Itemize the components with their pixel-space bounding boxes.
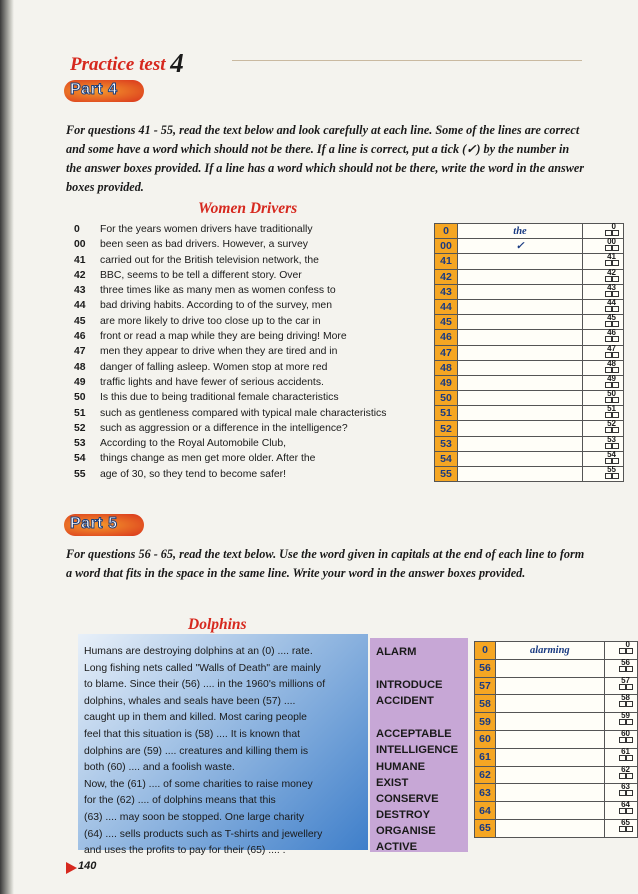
page-arrow-icon — [66, 862, 77, 874]
text-line: dolphins are (59) .... creatures and killing them is — [84, 745, 309, 757]
mark-box-number: 0 — [611, 222, 616, 231]
mark-box — [604, 730, 637, 748]
answer-row — [435, 391, 624, 406]
mark-box-number: 62 — [621, 764, 630, 774]
answer-number: 45 — [435, 315, 458, 330]
mark-box — [583, 360, 624, 375]
mark-box-number: 60 — [621, 728, 630, 738]
page-title-text: Practice test — [70, 54, 166, 75]
answer-row — [435, 360, 624, 375]
answer-box[interactable] — [496, 784, 605, 802]
mark-box-number: 50 — [607, 389, 616, 399]
line-number: 50 — [74, 392, 86, 404]
text-line: both (60) .... and a foolish waste. — [84, 762, 235, 774]
text-line: Humans are destroying dolphins at an (0) .... rate. — [84, 646, 313, 657]
mark-box-icon — [619, 817, 633, 832]
mark-box-number: 65 — [621, 817, 630, 827]
answer-number: 47 — [435, 345, 458, 360]
capital-word: ORGANISE — [376, 825, 436, 837]
mark-box-number: 47 — [607, 343, 616, 353]
mark-box — [604, 677, 637, 695]
answer-number: 41 — [435, 254, 458, 269]
text-line: (64) .... sells products such as T-shirts and jewellery — [84, 828, 323, 840]
mark-box-icon — [619, 657, 633, 672]
line-number: 46 — [74, 331, 86, 343]
capital-word: ACCEPTABLE — [376, 728, 452, 740]
mark-box-icon — [619, 764, 633, 779]
line-text: bad driving habits. According to of the survey, men — [100, 300, 332, 312]
mark-box-icon — [605, 313, 619, 327]
mark-box — [604, 784, 637, 802]
answer-row — [435, 224, 624, 239]
mark-box-number: 59 — [621, 711, 630, 721]
mark-box-icon — [619, 693, 633, 707]
answer-row — [475, 802, 638, 820]
part5-story-title: Dolphins — [188, 616, 247, 633]
line-text: age of 30, so they tend to become safer! — [100, 468, 286, 480]
answer-number: 60 — [475, 730, 496, 748]
mark-box — [583, 254, 624, 269]
answer-number: 54 — [435, 451, 458, 466]
mark-box-icon — [605, 419, 619, 433]
text-line: feel that this situation is (58) .... It is known that — [84, 728, 300, 740]
answer-row — [435, 467, 624, 482]
mark-box-icon — [605, 222, 619, 236]
mark-box-icon — [605, 373, 619, 388]
mark-box — [583, 269, 624, 284]
answer-row — [475, 659, 638, 677]
line-number: 54 — [74, 453, 86, 465]
line-number: 42 — [74, 269, 86, 281]
mark-box-icon — [619, 711, 633, 725]
answer-row — [475, 713, 638, 731]
mark-box-number: 55 — [607, 465, 616, 474]
mark-box-icon — [605, 267, 619, 282]
capital-word: ALARM — [376, 646, 417, 658]
page-title-number: 4 — [170, 48, 184, 78]
mark-box-icon — [619, 640, 633, 654]
answer-box[interactable] — [458, 330, 583, 345]
line-text: carried out for the British television network, the — [100, 254, 319, 266]
text-line: caught up in them and killed. Most caring people — [84, 712, 307, 724]
part5-instructions: For questions 56 - 65, read the text below. Use the word given in capitals at the end of each line to form a word that fits in the space in the same line. Write your word in the answer boxes provided. — [66, 547, 585, 580]
line-number: 51 — [74, 407, 86, 419]
mark-box — [583, 224, 624, 239]
line-text: Is this due to being traditional female characteristics — [100, 392, 339, 404]
mark-box — [583, 284, 624, 299]
mark-box — [604, 748, 637, 766]
line-text: traffic lights and have fewer of serious accidents. — [100, 376, 324, 388]
answer-row — [475, 677, 638, 695]
mark-box — [583, 436, 624, 451]
answer-row — [475, 819, 638, 837]
answer-number: 43 — [435, 284, 458, 299]
mark-box — [604, 713, 637, 731]
answer-number: 0 — [435, 224, 458, 239]
answer-box[interactable] — [496, 730, 605, 748]
answer-box[interactable]: ✓ — [458, 239, 583, 254]
answer-box[interactable] — [496, 819, 605, 837]
mark-box — [604, 802, 637, 820]
line-number: 41 — [74, 254, 86, 266]
mark-box-icon — [619, 782, 633, 796]
text-line — [74, 283, 434, 298]
line-text: For the years women drivers have traditionally — [100, 224, 313, 235]
text-line: dolphins, whales and seals have been (57) .... — [84, 695, 296, 707]
answer-box[interactable] — [496, 659, 605, 677]
answer-row — [475, 695, 638, 713]
line-number: 0 — [74, 224, 80, 235]
mark-box — [583, 421, 624, 436]
mark-box — [604, 642, 637, 660]
mark-box-number: 58 — [621, 693, 630, 703]
answer-row — [435, 315, 624, 330]
answer-number: 51 — [435, 406, 458, 421]
answer-box[interactable] — [458, 299, 583, 314]
text-line — [74, 222, 434, 237]
line-text: things change as men get more older. After the — [100, 453, 316, 465]
line-number: 43 — [74, 285, 86, 297]
mark-box — [583, 406, 624, 421]
mark-box-icon — [605, 465, 619, 479]
mark-box-number: 56 — [621, 657, 630, 667]
text-line: to blame. Since their (56) .... in the 1960's millions of — [84, 679, 326, 691]
line-text: such as gentleness compared with typical male characteristics — [100, 407, 387, 419]
mark-box-number: 57 — [621, 675, 630, 685]
line-number: 55 — [74, 468, 86, 480]
line-text: front or read a map while they are being driving! More — [100, 331, 347, 343]
answer-number: 59 — [475, 713, 496, 731]
answer-row — [475, 730, 638, 748]
answer-box[interactable] — [496, 695, 605, 713]
part4-instructions: For questions 41 - 55, read the text below and look carefully at each line. Some of the lines are correct and some have a word which should not be there. If a line is correct, put a tick (✓) by the number in the answer boxes provided. If a line has a word which should not be there, write the word in the answer boxes provided. — [66, 123, 585, 194]
mark-box — [583, 467, 624, 482]
mark-box — [583, 330, 624, 345]
title-rule — [232, 60, 582, 61]
mark-box-number: 54 — [607, 449, 616, 459]
capital-word: INTELLIGENCE — [376, 744, 459, 756]
capital-word: DESTROY — [376, 809, 431, 821]
mark-box-icon — [605, 449, 619, 464]
answer-box[interactable] — [458, 345, 583, 360]
capital-word: EXIST — [376, 777, 409, 789]
answer-number: 63 — [475, 784, 496, 802]
mark-box-number: 64 — [621, 800, 630, 810]
mark-box — [583, 375, 624, 390]
text-line — [74, 329, 434, 344]
capital-word: CONSERVE — [376, 793, 439, 805]
answer-row — [435, 375, 624, 390]
page-title — [70, 46, 184, 77]
answer-box[interactable] — [458, 315, 583, 330]
mark-box-number: 51 — [607, 404, 616, 414]
line-text: BBC, seems to be tell a different story. Over — [100, 269, 302, 281]
answer-box[interactable] — [458, 284, 583, 299]
answer-box[interactable] — [458, 467, 583, 482]
answer-row — [475, 784, 638, 802]
capital-word: HUMANE — [376, 761, 426, 773]
answer-number: 56 — [475, 659, 496, 677]
capital-word: INTRODUCE — [376, 679, 443, 691]
line-text: danger of falling asleep. Women stop at more red — [100, 361, 328, 373]
answer-number: 46 — [435, 330, 458, 345]
mark-box-number: 43 — [607, 282, 616, 292]
answer-row — [435, 299, 624, 314]
answer-number: 42 — [435, 269, 458, 284]
line-text: men they appear to drive when they are tired and in — [100, 346, 338, 358]
mark-box-number: 45 — [607, 313, 616, 323]
capital-word: ACTIVE — [376, 841, 418, 853]
mark-box — [583, 391, 624, 406]
mark-box-icon — [619, 728, 633, 743]
answer-row — [435, 436, 624, 451]
answer-number: 64 — [475, 802, 496, 820]
line-number: 53 — [74, 438, 86, 450]
line-text: three times like as many men as women confess to — [100, 285, 336, 297]
text-line — [74, 451, 434, 466]
answer-row — [475, 748, 638, 766]
answer-box[interactable] — [496, 766, 605, 784]
answer-number: 48 — [435, 360, 458, 375]
mark-box-number: 0 — [625, 640, 630, 649]
answer-row — [435, 330, 624, 345]
mark-box-number: 00 — [607, 237, 616, 247]
text-line — [74, 314, 434, 329]
answer-box[interactable]: alarming — [496, 642, 605, 660]
answer-box[interactable] — [458, 406, 583, 421]
mark-box-icon — [619, 675, 633, 690]
answer-number: 00 — [435, 239, 458, 254]
answer-row — [435, 406, 624, 421]
text-line: for the (62) .... of dolphins means that this — [84, 795, 276, 807]
answer-row — [435, 239, 624, 254]
answer-number: 50 — [435, 391, 458, 406]
line-text: such as aggression or a difference in the intelligence? — [100, 422, 348, 434]
mark-box-icon — [619, 746, 633, 761]
mark-box-number: 49 — [607, 373, 616, 383]
line-text: According to the Royal Automobile Club, — [100, 438, 286, 450]
answer-row — [435, 451, 624, 466]
part4-answer-grid — [434, 223, 624, 482]
mark-box-icon — [605, 328, 619, 342]
answer-number: 53 — [435, 436, 458, 451]
line-number: 00 — [74, 239, 86, 251]
mark-box — [604, 659, 637, 677]
mark-box — [583, 315, 624, 330]
line-number: 45 — [74, 315, 86, 327]
mark-box — [583, 299, 624, 314]
text-line — [74, 421, 434, 436]
mark-box-icon — [605, 343, 619, 358]
answer-box[interactable] — [496, 713, 605, 731]
mark-box-number: 46 — [607, 328, 616, 338]
text-line — [74, 406, 434, 421]
capital-word: ACCIDENT — [376, 695, 434, 707]
text-line — [74, 268, 434, 283]
mark-box — [604, 695, 637, 713]
text-line — [74, 360, 434, 375]
page-number: 140 — [78, 860, 97, 872]
answer-number: 57 — [475, 677, 496, 695]
answer-number: 58 — [475, 695, 496, 713]
mark-box-number: 53 — [607, 434, 616, 444]
mark-box-icon — [605, 237, 619, 251]
answer-row — [435, 284, 624, 299]
answer-box[interactable] — [496, 748, 605, 766]
mark-box-icon — [605, 434, 619, 449]
answer-box[interactable] — [458, 391, 583, 406]
part5-answer-grid — [474, 641, 638, 838]
mark-box-number: 63 — [621, 782, 630, 792]
text-line — [74, 436, 434, 451]
mark-box — [604, 819, 637, 837]
part4-story-title: Women Drivers — [198, 200, 298, 217]
answer-number: 61 — [475, 748, 496, 766]
answer-number: 44 — [435, 299, 458, 314]
line-text: been seen as bad drivers. However, a survey — [100, 239, 308, 251]
answer-row — [435, 345, 624, 360]
mark-box-icon — [605, 297, 619, 312]
text-line — [74, 253, 434, 268]
part4-badge-label: Part 4 — [70, 81, 118, 98]
mark-box-icon — [619, 800, 633, 814]
answer-row — [435, 269, 624, 284]
answer-box[interactable] — [458, 436, 583, 451]
part4-text-lines — [74, 222, 434, 482]
answer-box[interactable]: the — [458, 224, 583, 239]
answer-box[interactable] — [458, 254, 583, 269]
line-number: 44 — [74, 300, 86, 312]
line-number: 47 — [74, 346, 86, 358]
text-line — [74, 344, 434, 359]
text-line — [74, 390, 434, 405]
answer-number: 49 — [435, 375, 458, 390]
mark-box-icon — [605, 404, 619, 418]
text-line: (63) .... may soon be stopped. One large charity — [84, 811, 305, 823]
answer-number: 65 — [475, 819, 496, 837]
mark-box-number: 48 — [607, 358, 616, 368]
mark-box — [583, 451, 624, 466]
text-line: and uses the profits to pay for their (65) .... . — [84, 845, 286, 857]
answer-box[interactable] — [458, 360, 583, 375]
mark-box — [583, 345, 624, 360]
text-line — [74, 375, 434, 390]
answer-number: 52 — [435, 421, 458, 436]
mark-box-number: 61 — [621, 746, 630, 756]
answer-number: 0 — [475, 642, 496, 660]
answer-box[interactable] — [458, 421, 583, 436]
mark-box-icon — [605, 252, 619, 266]
line-number: 49 — [74, 376, 86, 388]
text-line: Long fishing nets called "Walls of Death" are mainly — [84, 662, 321, 674]
part5-badge — [64, 514, 144, 536]
text-line — [74, 467, 434, 482]
mark-box-icon — [605, 282, 619, 297]
mark-box — [604, 766, 637, 784]
answer-number: 62 — [475, 766, 496, 784]
answer-row — [435, 254, 624, 269]
mark-box-icon — [605, 358, 619, 373]
answer-number: 55 — [435, 467, 458, 482]
book-spine-shadow — [0, 0, 14, 894]
part5-badge-label: Part 5 — [70, 515, 118, 532]
text-line: Now, the (61) .... of some charities to raise money — [84, 778, 313, 790]
part4-badge — [64, 80, 144, 102]
part5-text-lines — [84, 644, 364, 860]
text-line — [74, 298, 434, 313]
answer-row — [435, 421, 624, 436]
answer-box[interactable] — [496, 802, 605, 820]
mark-box-icon — [605, 389, 619, 403]
mark-box-number: 52 — [607, 419, 616, 429]
answer-box[interactable] — [496, 677, 605, 695]
answer-row — [475, 642, 638, 660]
mark-box-number: 42 — [607, 267, 616, 277]
text-line — [74, 237, 434, 252]
answer-box[interactable] — [458, 451, 583, 466]
line-number: 48 — [74, 361, 86, 373]
answer-row — [475, 766, 638, 784]
line-text: are more likely to drive too close up to the car in — [100, 315, 321, 327]
mark-box — [583, 239, 624, 254]
line-number: 52 — [74, 422, 86, 434]
answer-box[interactable] — [458, 375, 583, 390]
mark-box-number: 44 — [607, 297, 616, 307]
mark-box-number: 41 — [607, 252, 616, 262]
answer-box[interactable] — [458, 269, 583, 284]
